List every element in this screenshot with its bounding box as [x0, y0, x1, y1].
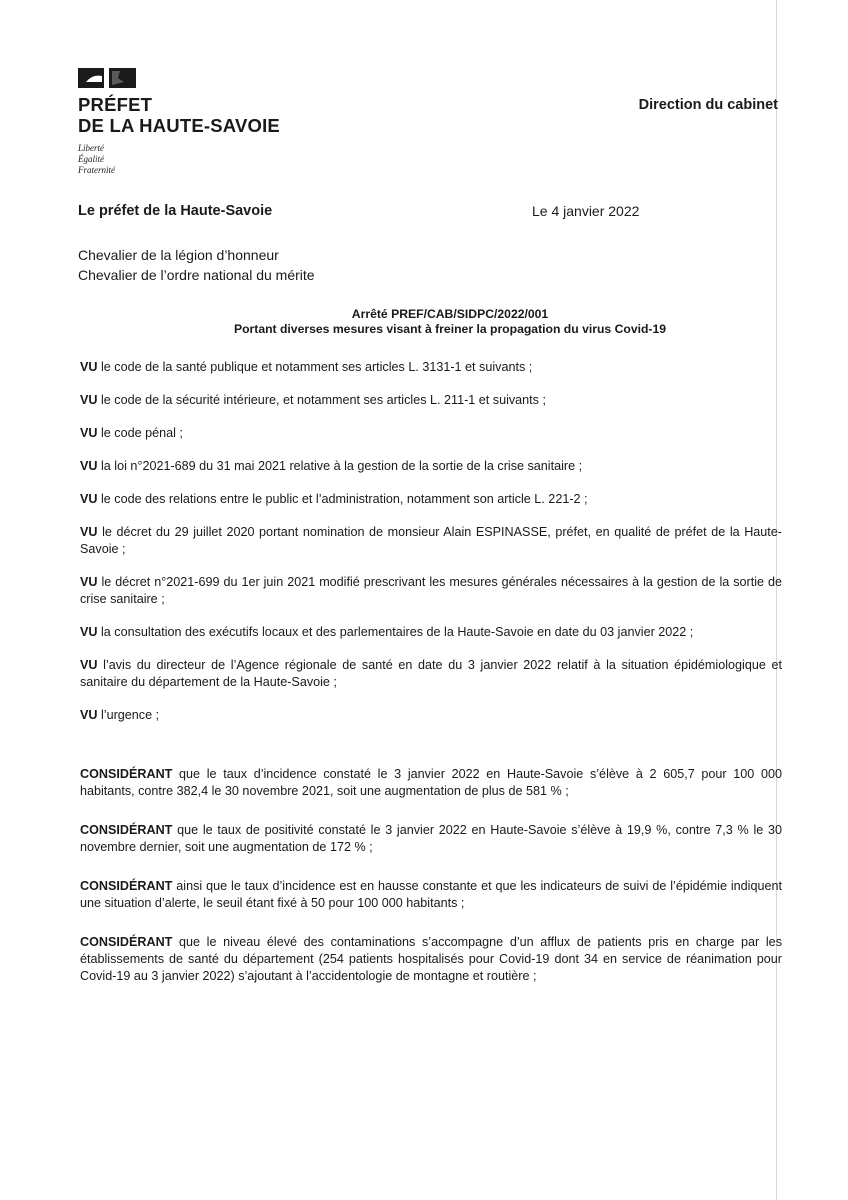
section-gap	[80, 740, 782, 766]
direction-label: Direction du cabinet	[638, 97, 778, 113]
vu-clause: VU l’urgence ;	[80, 708, 160, 722]
marianne-logo-icon	[78, 68, 136, 88]
vu-clause: VU le code pénal ;	[80, 426, 183, 440]
vu-clause: VU l’avis du directeur de l’Agence régionale de santé en date du 3 janvier 2022 relatif à la situation épidémiologique et sanitaire du département de la Haute-Savoie ;	[80, 658, 782, 689]
vu-clause: VU le code de la santé publique et notamment ses articles L. 3131-1 et suivants ;	[80, 360, 533, 374]
arrete-reference: Arrêté PREF/CAB/SIDPC/2022/001	[351, 307, 549, 321]
vu-clause: VU le décret n°2021-699 du 1er juin 2021 modifié prescrivant les mesures générales nécessaires à la gestion de la sortie de crise sanitaire ;	[80, 575, 782, 606]
vu-clause: VU le code des relations entre le public et l’administration, notamment son article L. 221-2 ;	[80, 492, 588, 506]
signatory-honors	[78, 245, 315, 285]
document-date: Le 4 janvier 2022	[532, 203, 640, 219]
vu-clause: VU le décret du 29 juillet 2020 portant nomination de monsieur Alain ESPINASSE, préfet, en qualité de préfet de la Haute-Savoie ;	[80, 525, 782, 556]
honor-legion: Chevalier de la légion d’honneur	[78, 247, 279, 263]
prefecture-logo-block	[78, 68, 338, 176]
arrete-subject: Portant diverses mesures visant à freiner la propagation du virus Covid-19	[233, 322, 667, 336]
arrete-heading	[120, 307, 780, 337]
motto-liberte: Liberté	[78, 143, 104, 153]
document-body	[80, 359, 782, 1001]
considerant-clause: CONSIDÉRANT que le niveau élevé des contaminations s’accompagne d’un afflux de patients pris en charge par les établissements de santé du département (254 patients hospitalisés pour Covid-19 dont 34 en service de réanimation pour Covid-19 au 3 janvier 2022) s’ajoutant à l’accidentologie de montagne et routière ;	[80, 935, 782, 983]
vu-clause: VU la loi n°2021-689 du 31 mai 2021 relative à la gestion de la sortie de la crise sanitaire ;	[80, 459, 583, 473]
republic-motto	[78, 143, 338, 176]
considerant-clause: CONSIDÉRANT ainsi que le taux d’incidence est en hausse constante et que les indicateurs de suivi de l’épidémie indiquent une situation d’alerte, le seuil étant fixé à 50 pour 100 000 habitants ;	[80, 879, 782, 910]
motto-fraternite: Fraternité	[78, 165, 115, 175]
vu-clause: VU la consultation des exécutifs locaux et des parlementaires de la Haute-Savoie en date du 03 janvier 2022 ;	[80, 625, 694, 639]
vu-clause: VU le code de la sécurité intérieure, et notamment ses articles L. 211-1 et suivants ;	[80, 393, 546, 407]
prefecture-name: PRÉFET DE LA HAUTE-SAVOIE	[78, 94, 280, 136]
motto-egalite: Égalité	[78, 154, 104, 164]
honor-merite: Chevalier de l’ordre national du mérite	[78, 267, 315, 283]
considerant-clause: CONSIDÉRANT que le taux d’incidence constaté le 3 janvier 2022 en Haute-Savoie s’élève à 2 605,7 pour 100 000 habitants, contre 382,4 le 30 novembre 2021, soit une augmentation de plus de 581 % ;	[80, 767, 782, 798]
considerant-clause: CONSIDÉRANT que le taux de positivité constaté le 3 janvier 2022 en Haute-Savoie s’élève à 19,9 %, contre 7,3 % le 30 novembre dernier, soit une augmentation de 172 % ;	[80, 823, 782, 854]
signatory-title: Le préfet de la Haute-Savoie	[78, 203, 273, 219]
